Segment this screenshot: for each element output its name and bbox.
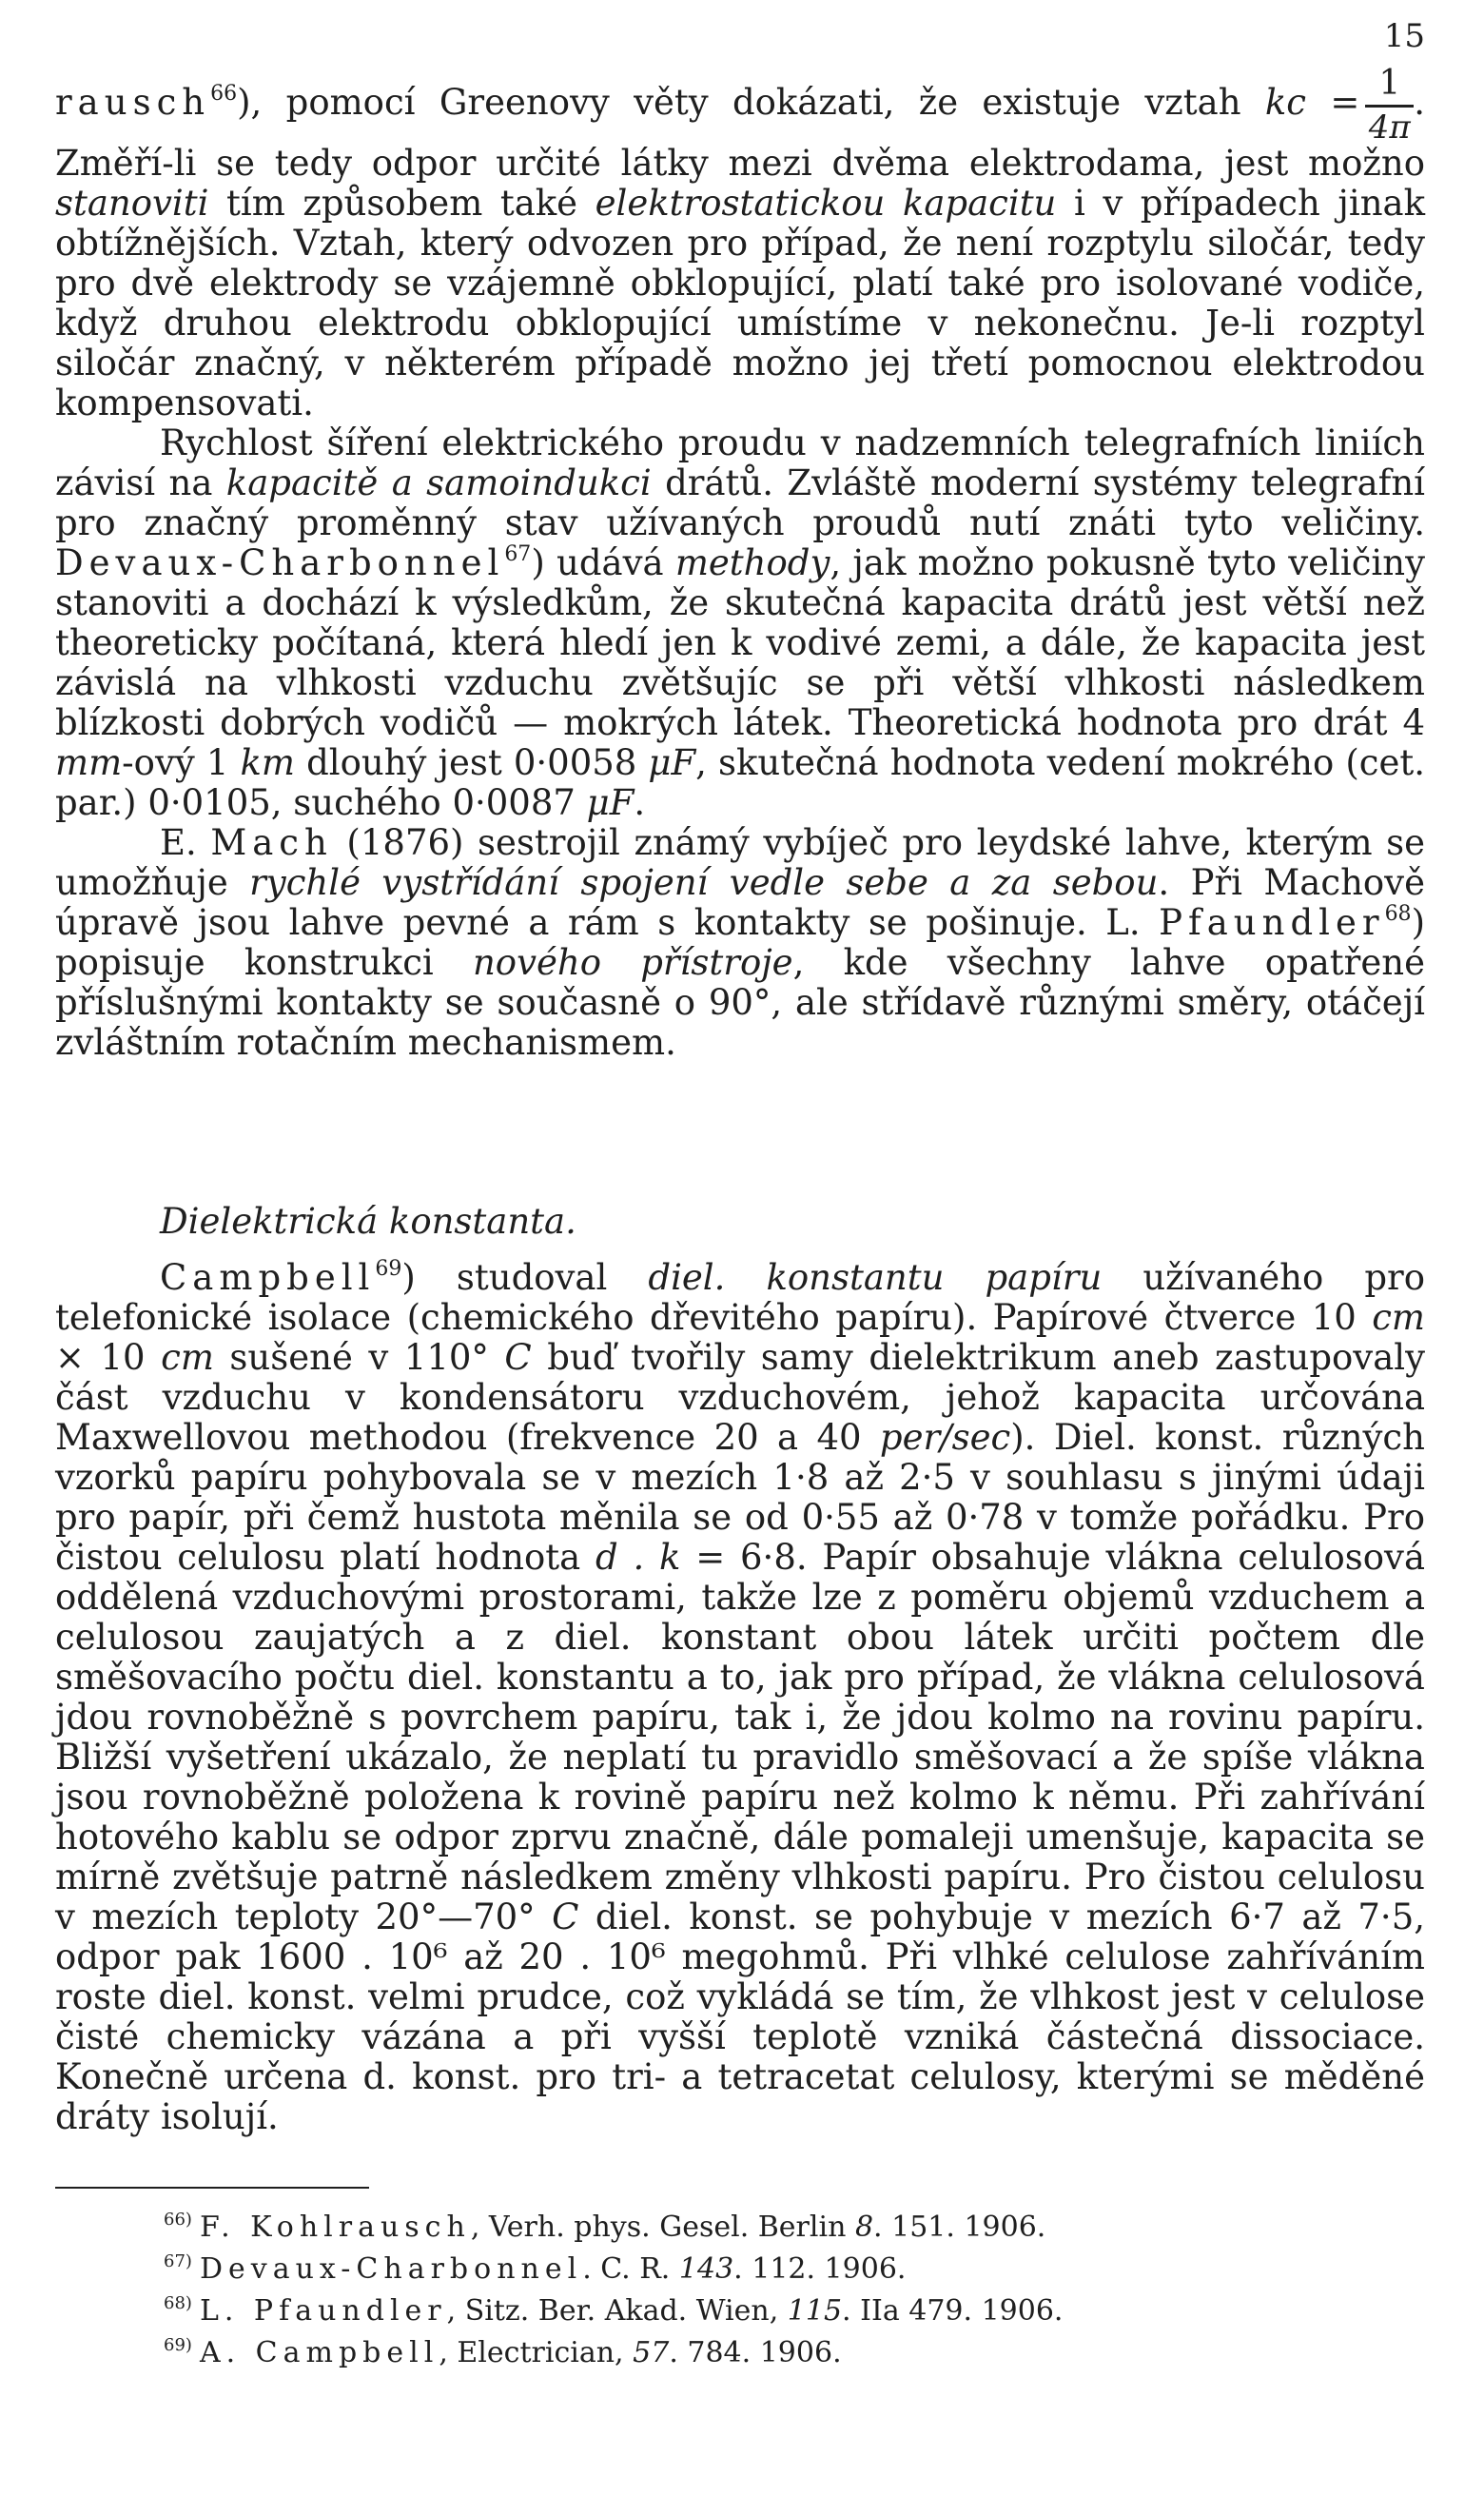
- author-name: Mach: [210, 822, 333, 863]
- footnote-mark: 69): [164, 2335, 192, 2355]
- fraction: [1365, 64, 1414, 147]
- author-name: Pfaundler: [1159, 902, 1385, 943]
- author-name: Devaux-Charbonnel: [55, 542, 505, 583]
- author-name: rausch: [55, 82, 211, 123]
- formula-lhs: kc =: [1264, 82, 1360, 123]
- footnote-mark: 66): [164, 2210, 192, 2230]
- paragraph-3: E. Mach (1876) sestrojil známý vybíječ pro leydské lahve, kterým se umožňuje rychlé vystřídání spojení vedle sebe a za sebou. Při Machově úpravě jsou lahve pevné a rám s kontakty se pošinuje. L. Pfaundler$^{68}$) popisuje konstrukci nového přístroje, kde všechny lahve opatřené příslušnými kontakty se současně o 90°, ale střídavě různými směry, otáčejí zvláštním rotačním mechanismem.: [55, 822, 1425, 1063]
- main-text-lower: [55, 1258, 1425, 2137]
- footnote: $^{69)}$ A. Campbell, Electrician, 57. 784. 1906.: [164, 2335, 842, 2369]
- paragraph-2: Rychlost šíření elektrického proudu v nadzemních telegrafních liniích závisí na kapacitě a samoindukci drátů. Zvláště moderní systémy telegrafní pro značný proměnný stav užívaných proudů nutí znáti tyto veličiny. Devaux-Charbonnel$^{67}$) udává methody, jak možno pokusně tyto veličiny stanoviti a dochází k výsledkům, že skutečná kapacita drátů jest větší než theoreticky počítaná, která hledí jen k vodivé zemi, a dále, že kapacita jest závislá na vlhkosti vzduchu zvětšujíc se při větší vlhkosti následkem blízkosti dobrých vodičů — mokrých látek. Theoretická hodnota pro drát 4 mm-ový 1 km dlouhý jest 0·0058 μF, skutečná hodnota vedení mokrého (cet. par.) 0·0105, suchého 0·0087 μF.: [55, 423, 1425, 823]
- footnote-ref: 68: [1384, 902, 1412, 926]
- paragraph-1: rausch$^{66}$), pomocí Greenovy věty dokázati, že existuje vztah kc = $\frac{1}{4\pi}$ . Změří-li se tedy odpor určité látky mezi dvěma elektrodama, jest možno stanoviti tím způsobem také elektrostatickou kapacitu i v případech jinak obtížnějších. Vztah, který odvozen pro případ, že není rozptylu siločár, tedy pro dvě elektrody se vzájemně obklopující, platí také pro isolované vodiče, když druhou elektrodu obklopující umístíme v nekonečnu. Je-li rozptyl siločár značný, v některém případě možno jej třetí pomocnou elektrodou kompensovati.: [55, 64, 1426, 423]
- footnote-list: [164, 2203, 1305, 2370]
- author-name: Campbell: [160, 1257, 376, 1298]
- footnote-divider: [55, 2187, 369, 2189]
- fraction-numerator: 1: [1365, 67, 1414, 108]
- footnote: $^{67)}$ Devaux-Charbonnel. C. R. 143. 112. 1906.: [164, 2251, 907, 2286]
- footnote-mark: 68): [164, 2293, 192, 2313]
- section-heading: Dielektrická konstanta.: [160, 1201, 576, 1242]
- footnote-ref: 67: [504, 542, 532, 566]
- paragraph-4: Campbell$^{69}$) studoval diel. konstantu papíru užívaného pro telefonické isolace (chemického dřevitého papíru). Papírové čtverce 10 cm × 10 cm sušené v 110° C buď tvořily samy dielektrikum aneb zastupovaly část vzduchu v kondensátoru vzduchovém, jehož kapacita určována Maxwellovou methodou (frekvence 20 a 40 per/sec). Diel. konst. různých vzorků papíru pohybovala se v mezích 1·8 až 2·5 v souhlasu s jinými údaji pro papír, při čemž hustota měnila se od 0·55 až 0·78 v tomže pořádku. Pro čistou celulosu platí hodnota d . k = 6·8. Papír obsahuje vlákna celulosová oddělená vzduchovými prostorami, takže lze z poměru objemů vzduchem a celulosou zaujatých a z diel. konstant obou látek určiti počtem dle směšovacího počtu diel. konstantu a to, jak pro případ, že vlákna celulosová jdou rovnoběžně s povrchem papíru, tak i, že jdou kolmo na rovinu papíru. Bližší vyšetření ukázalo, že neplatí tu pravidlo směšovací a že spíše vlákna jsou rovnoběžně položena k rovině papíru než kolmo k němu. Při zahřívání hotového kablu se odpor zprvu značně, dále pomaleji umenšuje, kapacita se mírně zvětšuje patrně následkem změny vlhkosti papíru. Pro čistou celulosu v mezích teploty 20°—70° C diel. konst. se pohybuje v mezích 6·7 až 7·5, odpor pak 1600 . 10⁶ až 20 . 10⁶ megohmů. Při vlhké celulose zahříváním roste diel. konst. velmi prudce, což vykládá se tím, že vlhkost jest v celulose čisté chemicky vázána a při vyšší teplotě vzniká částečná dissociace. Konečně určena d. konst. pro tri- a tetracetat celulosy, kterými se měděné dráty isolují.: [55, 1257, 1426, 2137]
- main-text-upper: [55, 64, 1426, 1063]
- fraction-denominator: 4π: [1368, 108, 1411, 147]
- footnote: $^{68)}$ L. Pfaundler, Sitz. Ber. Akad. Wien, 115. IIa 479. 1906.: [164, 2293, 1064, 2328]
- footnote-ref: 69: [375, 1257, 402, 1281]
- page-number: 15: [1383, 17, 1425, 55]
- footnote-mark: 67): [164, 2251, 192, 2271]
- footnote-ref: 66: [210, 82, 238, 106]
- footnote: $^{66)}$ F. Kohlrausch, Verh. phys. Gesel. Berlin 8. 151. 1906.: [164, 2210, 1046, 2244]
